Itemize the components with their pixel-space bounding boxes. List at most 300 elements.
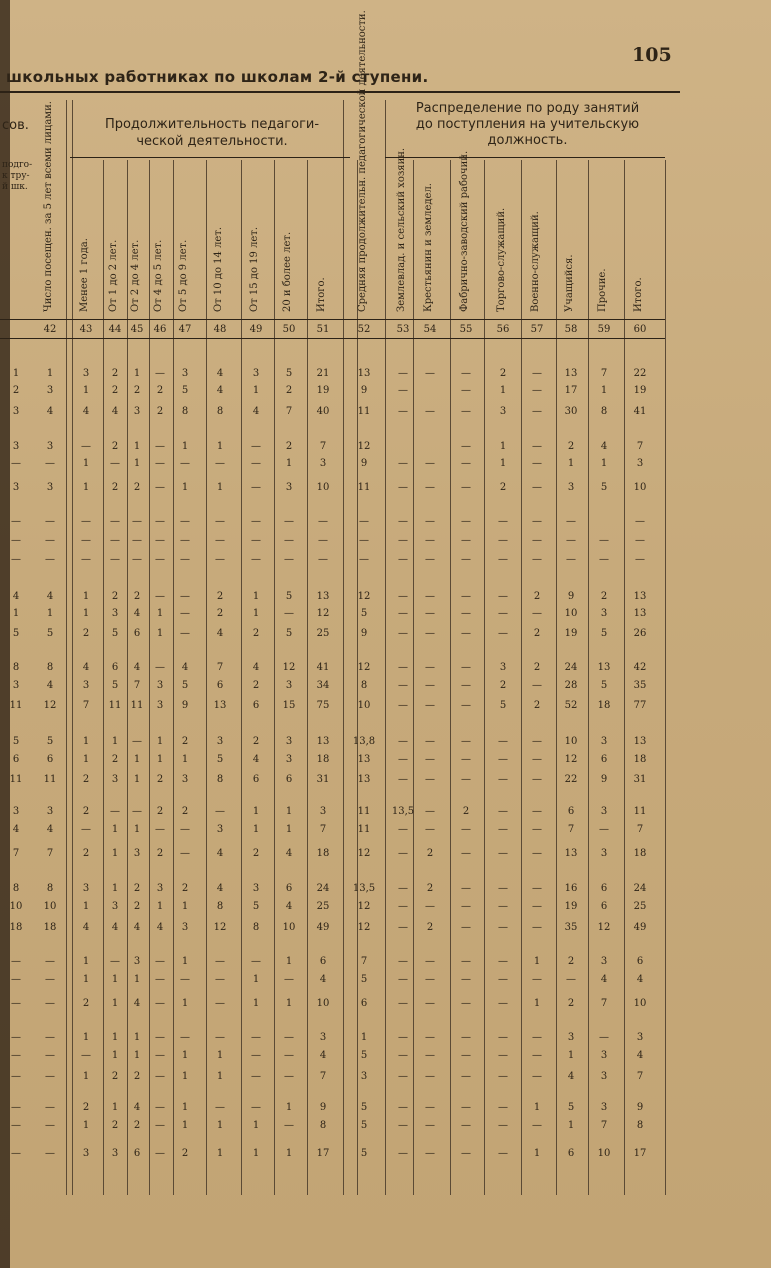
table-cell: 2: [82, 774, 90, 785]
table-cell: 8: [360, 680, 368, 691]
table-cell: 2: [82, 998, 90, 1009]
table-cell: —: [425, 628, 435, 639]
row-label-cell: 6: [12, 754, 20, 765]
column-header-label: От 4 до 5 лет.: [153, 239, 164, 312]
table-cell: 1: [111, 974, 119, 985]
table-cell: 1: [133, 774, 141, 785]
column-header-label: 20 и более лет.: [282, 231, 293, 312]
table-cell: —: [155, 662, 165, 673]
table-cell: —: [425, 368, 435, 379]
table-cell: 1: [181, 1071, 189, 1082]
table-cell: 4: [46, 680, 54, 691]
table-cell: 2: [181, 736, 189, 747]
table-cell: —: [425, 1148, 435, 1159]
table-cell: —: [81, 535, 91, 546]
table-cell: 17: [316, 1148, 330, 1159]
table-cell: —: [498, 901, 508, 912]
table-cell: —: [425, 608, 435, 619]
table-cell: —: [532, 608, 542, 619]
table-cell: 1: [156, 628, 164, 639]
table-cell: —: [215, 1102, 225, 1113]
table-cell: 4: [216, 883, 224, 894]
table-cell: —: [599, 554, 609, 565]
table-cell: 1: [111, 1032, 119, 1043]
table-cell: 1: [133, 368, 141, 379]
table-cell: —: [180, 1032, 190, 1043]
table-cell: —: [180, 974, 190, 985]
table-cell: —: [398, 662, 408, 673]
row-label-cell: —: [11, 1120, 21, 1131]
table-cell: 8: [216, 901, 224, 912]
table-cell: 5: [360, 974, 368, 985]
table-cell: —: [532, 516, 542, 527]
table-cell: 41: [633, 406, 647, 417]
table-cell: 3: [499, 406, 507, 417]
row-label-cell: 5: [12, 736, 20, 747]
table-cell: 12: [357, 591, 371, 602]
table-cell: 1: [82, 482, 90, 493]
table-cell: 1: [133, 754, 141, 765]
table-cell: 1: [216, 1050, 224, 1061]
column-header-label: От 2 до 4 лет.: [130, 239, 141, 312]
row-label-cell: 3: [12, 406, 20, 417]
table-cell: —: [461, 591, 471, 602]
table-cell: 1: [133, 824, 141, 835]
table-cell: 19: [564, 901, 578, 912]
table-cell: —: [461, 516, 471, 527]
table-cell: —: [461, 956, 471, 967]
table-cell: 6: [285, 883, 293, 894]
table-cell: —: [425, 901, 435, 912]
table-cell: 2: [111, 368, 119, 379]
table-cell: 4: [133, 1102, 141, 1113]
table-cell: 3: [600, 1071, 608, 1082]
table-cell: —: [532, 1032, 542, 1043]
table-cell: —: [110, 956, 120, 967]
table-cell: 25: [316, 901, 330, 912]
table-cell: 1: [46, 608, 54, 619]
table-cell: —: [180, 516, 190, 527]
table-cell: 13: [633, 608, 647, 619]
table-cell: 2: [133, 1120, 141, 1131]
table-cell: —: [532, 1050, 542, 1061]
row-label-cell: 8: [12, 883, 20, 894]
table-cell: 10: [282, 922, 296, 933]
table-cell: 12: [597, 922, 611, 933]
table-cell: 49: [633, 922, 647, 933]
table-cell: 5: [499, 700, 507, 711]
table-cell: 1: [181, 754, 189, 765]
table-cell: 2: [111, 591, 119, 602]
table-cell: 19: [633, 385, 647, 396]
table-cell: 12: [282, 662, 296, 673]
table-cell: 3: [319, 1032, 327, 1043]
table-cell: 3: [82, 1148, 90, 1159]
row-label-cell: 3: [12, 680, 20, 691]
column-header-label: Военно-служащий.: [530, 211, 541, 312]
table-cell: 10: [357, 700, 371, 711]
table-cell: 13: [633, 736, 647, 747]
table-cell: —: [498, 591, 508, 602]
table-cell: 2: [462, 806, 470, 817]
table-cell: 1: [82, 754, 90, 765]
table-cell: —: [498, 554, 508, 565]
table-cell: 5: [600, 482, 608, 493]
table-cell: —: [425, 700, 435, 711]
table-cell: —: [425, 1032, 435, 1043]
table-cell: 1: [360, 1032, 368, 1043]
table-cell: 6: [216, 680, 224, 691]
table-cell: 3: [181, 774, 189, 785]
table-cell: 13: [316, 591, 330, 602]
table-cell: 1: [252, 806, 260, 817]
table-cell: —: [461, 700, 471, 711]
table-cell: —: [498, 1050, 508, 1061]
table-cell: —: [498, 974, 508, 985]
table-cell: 35: [564, 922, 578, 933]
table-cell: 1: [499, 441, 507, 452]
table-cell: 2: [499, 482, 507, 493]
table-cell: 4: [133, 998, 141, 1009]
row-label-cell: 4: [12, 591, 20, 602]
row-label-cell: 11: [9, 700, 23, 711]
table-cell: —: [461, 628, 471, 639]
table-cell: 2: [252, 848, 260, 859]
table-cell: —: [461, 662, 471, 673]
table-cell: 9: [567, 591, 575, 602]
table-cell: 10: [316, 998, 330, 1009]
table-cell: —: [532, 806, 542, 817]
table-cell: —: [425, 554, 435, 565]
table-cell: 5: [252, 901, 260, 912]
table-cell: 12: [43, 700, 57, 711]
table-cell: —: [398, 516, 408, 527]
table-cell: —: [45, 1050, 55, 1061]
table-cell: 1: [133, 1032, 141, 1043]
table-cell: 6: [600, 883, 608, 894]
table-cell: 10: [633, 482, 647, 493]
column-number: 48: [213, 324, 227, 335]
table-cell: —: [498, 824, 508, 835]
table-cell: 2: [82, 806, 90, 817]
table-cell: 3: [636, 458, 644, 469]
table-cell: 21: [316, 368, 330, 379]
table-cell: 2: [426, 922, 434, 933]
table-cell: 6: [319, 956, 327, 967]
table-cell: —: [532, 458, 542, 469]
table-cell: —: [110, 535, 120, 546]
table-cell: 2: [533, 591, 541, 602]
table-cell: 1: [252, 1120, 260, 1131]
table-cell: —: [398, 956, 408, 967]
table-cell: 10: [564, 608, 578, 619]
table-cell: 11: [130, 700, 144, 711]
table-cell: 42: [633, 662, 647, 673]
table-cell: 8: [181, 406, 189, 417]
table-cell: —: [251, 482, 261, 493]
table-cell: 4: [319, 974, 327, 985]
table-cell: —: [635, 535, 645, 546]
table-cell: 2: [133, 1071, 141, 1082]
table-cell: 3: [636, 1032, 644, 1043]
table-cell: —: [398, 901, 408, 912]
table-cell: —: [215, 998, 225, 1009]
table-cell: —: [532, 1071, 542, 1082]
table-cell: 4: [133, 922, 141, 933]
table-cell: —: [532, 385, 542, 396]
table-cell: 12: [564, 754, 578, 765]
table-cell: 4: [46, 406, 54, 417]
column-header-label: Крестьянин и земледел.: [423, 183, 434, 312]
table-cell: 3: [46, 482, 54, 493]
table-cell: —: [461, 1120, 471, 1131]
table-cell: —: [532, 406, 542, 417]
table-cell: —: [155, 974, 165, 985]
table-cell: 11: [108, 700, 122, 711]
table-cell: 13: [633, 591, 647, 602]
table-cell: 1: [285, 458, 293, 469]
table-cell: 6: [600, 901, 608, 912]
table-cell: —: [461, 824, 471, 835]
table-cell: 2: [133, 901, 141, 912]
table-cell: 13: [316, 736, 330, 747]
table-cell: —: [498, 736, 508, 747]
table-cell: 34: [316, 680, 330, 691]
table-cell: 1: [181, 901, 189, 912]
table-cell: —: [461, 482, 471, 493]
column-rule: [521, 160, 522, 1195]
table-cell: 3: [600, 1102, 608, 1113]
table-cell: —: [532, 901, 542, 912]
table-cell: 2: [499, 680, 507, 691]
title-rule: [0, 91, 680, 93]
table-cell: —: [215, 535, 225, 546]
table-cell: 18: [597, 700, 611, 711]
table-cell: —: [532, 848, 542, 859]
table-cell: 7: [46, 848, 54, 859]
table-cell: 3: [82, 883, 90, 894]
table-cell: —: [180, 458, 190, 469]
table-cell: 3: [156, 883, 164, 894]
table-cell: —: [110, 806, 120, 817]
column-rule: [307, 160, 308, 1195]
table-cell: —: [461, 406, 471, 417]
table-cell: 5: [285, 591, 293, 602]
table-cell: 6: [567, 1148, 575, 1159]
table-cell: —: [155, 554, 165, 565]
table-cell: 2: [216, 591, 224, 602]
row-label-cell: 3: [12, 806, 20, 817]
table-cell: 7: [216, 662, 224, 673]
column-header-label: Итого.: [633, 277, 644, 312]
table-cell: 12: [357, 922, 371, 933]
duration-group-rule: [70, 157, 350, 158]
table-cell: 4: [216, 385, 224, 396]
table-cell: 12: [357, 901, 371, 912]
table-cell: 2: [133, 883, 141, 894]
table-cell: —: [425, 1050, 435, 1061]
table-cell: 8: [216, 406, 224, 417]
table-cell: 3: [319, 806, 327, 817]
table-cell: 5: [181, 385, 189, 396]
table-cell: 28: [564, 680, 578, 691]
table-cell: 11: [43, 774, 57, 785]
table-cell: 24: [316, 883, 330, 894]
table-cell: 5: [46, 736, 54, 747]
table-cell: —: [45, 516, 55, 527]
table-cell: 5: [600, 680, 608, 691]
column-number: 53: [396, 324, 410, 335]
table-cell: 2: [426, 848, 434, 859]
table-cell: 3: [46, 441, 54, 452]
table-cell: —: [425, 458, 435, 469]
table-cell: 9: [360, 628, 368, 639]
table-cell: 1: [600, 385, 608, 396]
table-cell: —: [180, 848, 190, 859]
table-cell: —: [155, 1071, 165, 1082]
table-cell: 4: [252, 754, 260, 765]
table-cell: —: [498, 956, 508, 967]
table-cell: 18: [316, 848, 330, 859]
table-cell: 2: [133, 385, 141, 396]
table-cell: —: [498, 922, 508, 933]
table-cell: 19: [316, 385, 330, 396]
table-cell: 3: [319, 458, 327, 469]
table-cell: 1: [111, 1102, 119, 1113]
table-cell: —: [45, 1032, 55, 1043]
table-cell: 1: [285, 1102, 293, 1113]
table-cell: —: [81, 1050, 91, 1061]
table-cell: —: [398, 628, 408, 639]
table-cell: —: [398, 848, 408, 859]
table-cell: —: [461, 441, 471, 452]
column-header-label: Учащийся.: [564, 254, 575, 312]
table-cell: 1: [133, 974, 141, 985]
column-rule: [241, 160, 242, 1195]
table-cell: 3: [216, 736, 224, 747]
table-cell: —: [461, 458, 471, 469]
table-cell: 7: [636, 441, 644, 452]
table-cell: —: [180, 535, 190, 546]
table-cell: 10: [633, 998, 647, 1009]
table-cell: —: [425, 998, 435, 1009]
table-cell: 25: [316, 628, 330, 639]
table-cell: —: [45, 956, 55, 967]
table-cell: —: [398, 1102, 408, 1113]
table-cell: 4: [133, 608, 141, 619]
table-cell: 5: [216, 754, 224, 765]
table-cell: 7: [567, 824, 575, 835]
row-label-cell: 18: [9, 922, 23, 933]
table-cell: 2: [252, 628, 260, 639]
table-cell: —: [532, 774, 542, 785]
table-cell: —: [110, 458, 120, 469]
table-cell: 7: [285, 406, 293, 417]
table-cell: 5: [46, 628, 54, 639]
table-cell: 19: [564, 628, 578, 639]
table-cell: —: [284, 608, 294, 619]
table-cell: —: [461, 385, 471, 396]
table-cell: —: [398, 774, 408, 785]
table-cell: 6: [285, 774, 293, 785]
table-cell: 3: [156, 700, 164, 711]
table-cell: 10: [564, 736, 578, 747]
table-cell: 2: [156, 385, 164, 396]
row-label-cell: —: [11, 535, 21, 546]
row-label-cell: —: [11, 1032, 21, 1043]
column-number: 49: [249, 324, 263, 335]
table-cell: —: [318, 554, 328, 565]
table-cell: 10: [316, 482, 330, 493]
table-cell: 4: [636, 974, 644, 985]
table-cell: 12: [357, 441, 371, 452]
row-label-cell: 10: [9, 901, 23, 912]
table-cell: —: [155, 1120, 165, 1131]
table-cell: —: [251, 441, 261, 452]
table-cell: 1: [252, 974, 260, 985]
table-cell: 13: [564, 368, 578, 379]
column-number: 51: [316, 324, 330, 335]
table-cell: —: [180, 591, 190, 602]
table-cell: 3: [252, 368, 260, 379]
table-cell: 1: [499, 458, 507, 469]
column-header-label: Менее 1 года.: [79, 238, 90, 312]
table-cell: —: [425, 535, 435, 546]
table-cell: 4: [133, 662, 141, 673]
table-cell: —: [532, 680, 542, 691]
table-cell: 2: [156, 774, 164, 785]
table-cell: —: [398, 824, 408, 835]
table-cell: 8: [636, 1120, 644, 1131]
column-number: 42: [43, 324, 57, 335]
table-cell: —: [215, 974, 225, 985]
table-cell: —: [45, 1102, 55, 1113]
table-cell: 4: [82, 406, 90, 417]
table-cell: —: [132, 806, 142, 817]
table-cell: —: [45, 998, 55, 1009]
table-cell: 18: [316, 754, 330, 765]
table-cell: —: [425, 806, 435, 817]
table-cell: —: [359, 535, 369, 546]
table-cell: 12: [316, 608, 330, 619]
table-cell: 4: [111, 406, 119, 417]
header-left-group: сов.: [2, 118, 29, 133]
table-cell: 9: [181, 700, 189, 711]
table-cell: —: [398, 680, 408, 691]
table-cell: —: [532, 974, 542, 985]
table-cell: 5: [360, 1148, 368, 1159]
table-cell: 1: [181, 482, 189, 493]
table-cell: —: [398, 608, 408, 619]
table-cell: 15: [282, 700, 296, 711]
table-cell: —: [498, 628, 508, 639]
table-cell: 3: [600, 608, 608, 619]
table-cell: 3: [567, 482, 575, 493]
table-cell: —: [425, 736, 435, 747]
table-cell: 2: [567, 441, 575, 452]
table-cell: 5: [285, 628, 293, 639]
table-cell: 4: [600, 974, 608, 985]
row-label-cell: —: [11, 974, 21, 985]
table-cell: 6: [111, 662, 119, 673]
table-cell: —: [461, 736, 471, 747]
table-cell: 3: [111, 774, 119, 785]
table-cell: 2: [111, 482, 119, 493]
table-cell: —: [398, 458, 408, 469]
table-cell: —: [498, 1032, 508, 1043]
table-cell: —: [45, 535, 55, 546]
table-cell: 2: [133, 482, 141, 493]
